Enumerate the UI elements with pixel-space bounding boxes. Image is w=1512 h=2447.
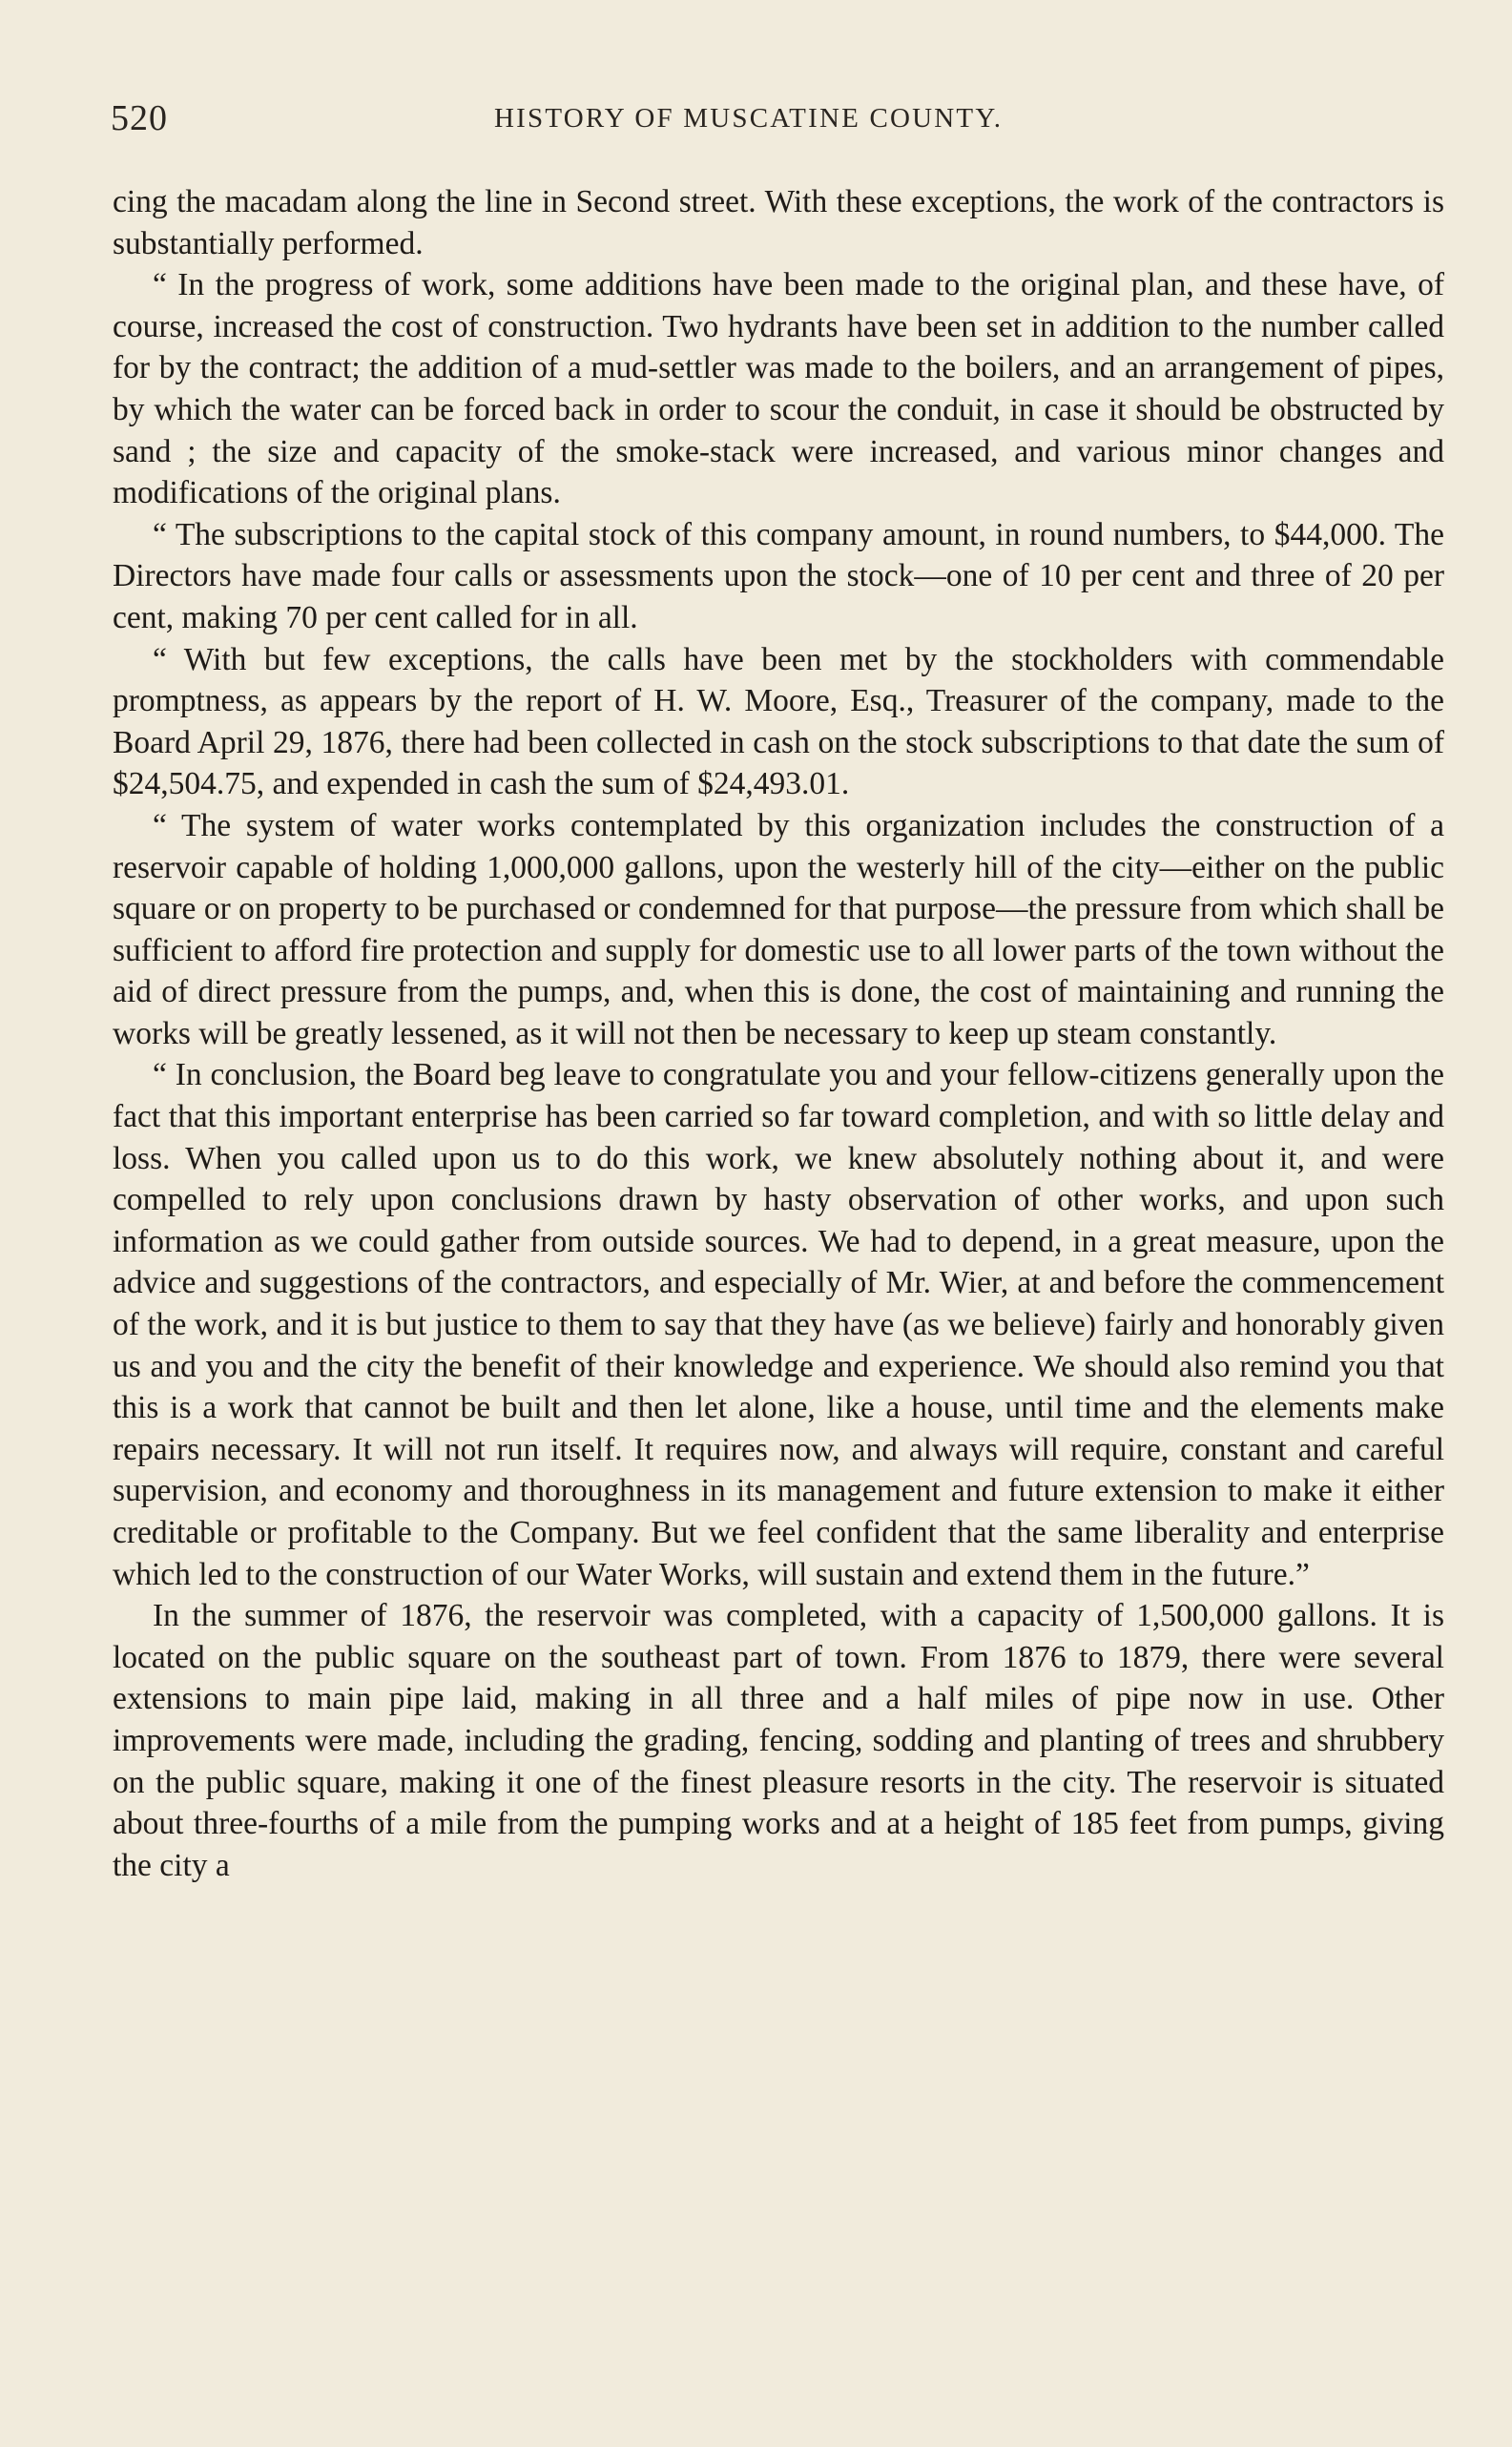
running-header: [111, 97, 1446, 151]
running-title: HISTORY OF MUSCATINE COUNTY.: [494, 103, 1004, 134]
paragraph-system: “ The system of water works contemplated by this organization includes the construction of a reservoir capable of holding 1,000,000 gallons, upon the westerly hill of the city—either on the public square or on property to be purchased or condemned for that purpose—the pressure from which shall be sufficient to afford fire protection and supply for domestic use to all lower parts of the town without the aid of direct pressure from the pumps, and, when this is done, the cost of maintaining and running the works will be greatly lessened, as it will not then be necessary to keep up steam constantly.: [113, 807, 1444, 1051]
paragraph-reservoir: In the summer of 1876, the reservoir was completed, with a capacity of 1,500,000 gallons. It is located on the public square on the southeast part of town. From 1876 to 1879, there were several extensions to main pipe laid, making in all three and a half miles of pipe now in use. Other improvements were made, including the grading, fencing, sodding and planting of trees and shrubbery on the public square, making it one of the finest pleasure resorts in the city. The reservoir is situated about three-fourths of a mile from the pumping works and at a height of 185 feet from pumps, giving the city a: [113, 1598, 1444, 1883]
body-text: [113, 181, 1444, 1886]
page-number: 520: [111, 98, 168, 138]
paragraph-additions: “ In the progress of work, some additions have been made to the original plan, and these have, of course, increased the cost of construction. Two hydrants have been set in addition to the number called for by the contract; the addition of a mud-settler was made to the boilers, and an arrangement of pipes, by which the water can be forced back in order to scour the conduit, in case it should be obstructed by sand ; the size and capacity of the smoke-stack were increased, and various minor changes and modifications of the original plans.: [113, 267, 1444, 511]
paragraph-subscriptions: “ The subscriptions to the capital stock of this company amount, in round numbers, to $44,000. The Directors have made four calls or assessments upon the stock—one of 10 per cent and three of 20 per cent, making 70 per cent called for in all.: [113, 516, 1444, 635]
paragraph-continuation: cing the macadam along the line in Second street. With these exceptions, the work of the contractors is substantially performed.: [113, 184, 1444, 261]
paragraph-conclusion: “ In conclusion, the Board beg leave to congratulate you and your fellow-citizens generally upon the fact that this important enterprise has been carried so far toward completion, and with so little delay and loss. When you called upon us to do this work, we knew absolutely nothing about it, and were compelled to rely upon conclusions drawn by hasty observation of other works, and upon such information as we could gather from outside sources. We had to depend, in a great measure, upon the advice and suggestions of the contractors, and especially of Mr. Wier, at and before the commencement of the work, and it is but justice to them to say that they have (as we believe) fairly and honorably given us and you and the city the benefit of their knowledge and experience. We should also remind you that this is a work that cannot be built and then let alone, like a house, until time and the elements make repairs necessary. It will not run itself. It requires now, and always will require, constant and careful supervision, and economy and thoroughness in its management and future extension to make it either creditable or profitable to the Company. But we feel confident that the same liberality and enterprise which led to the construction of our Water Works, will sustain and extend them in the future.”: [113, 1057, 1444, 1592]
paragraph-calls: “ With but few exceptions, the calls have been met by the stockholders with commendable promptness, as appears by the report of H. W. Moore, Esq., Treasurer of the company, made to the Board April 29, 1876, there had been collected in cash on the stock subscriptions to that date the sum of $24,504.75, and expended in cash the sum of $24,493.01.: [113, 641, 1444, 802]
